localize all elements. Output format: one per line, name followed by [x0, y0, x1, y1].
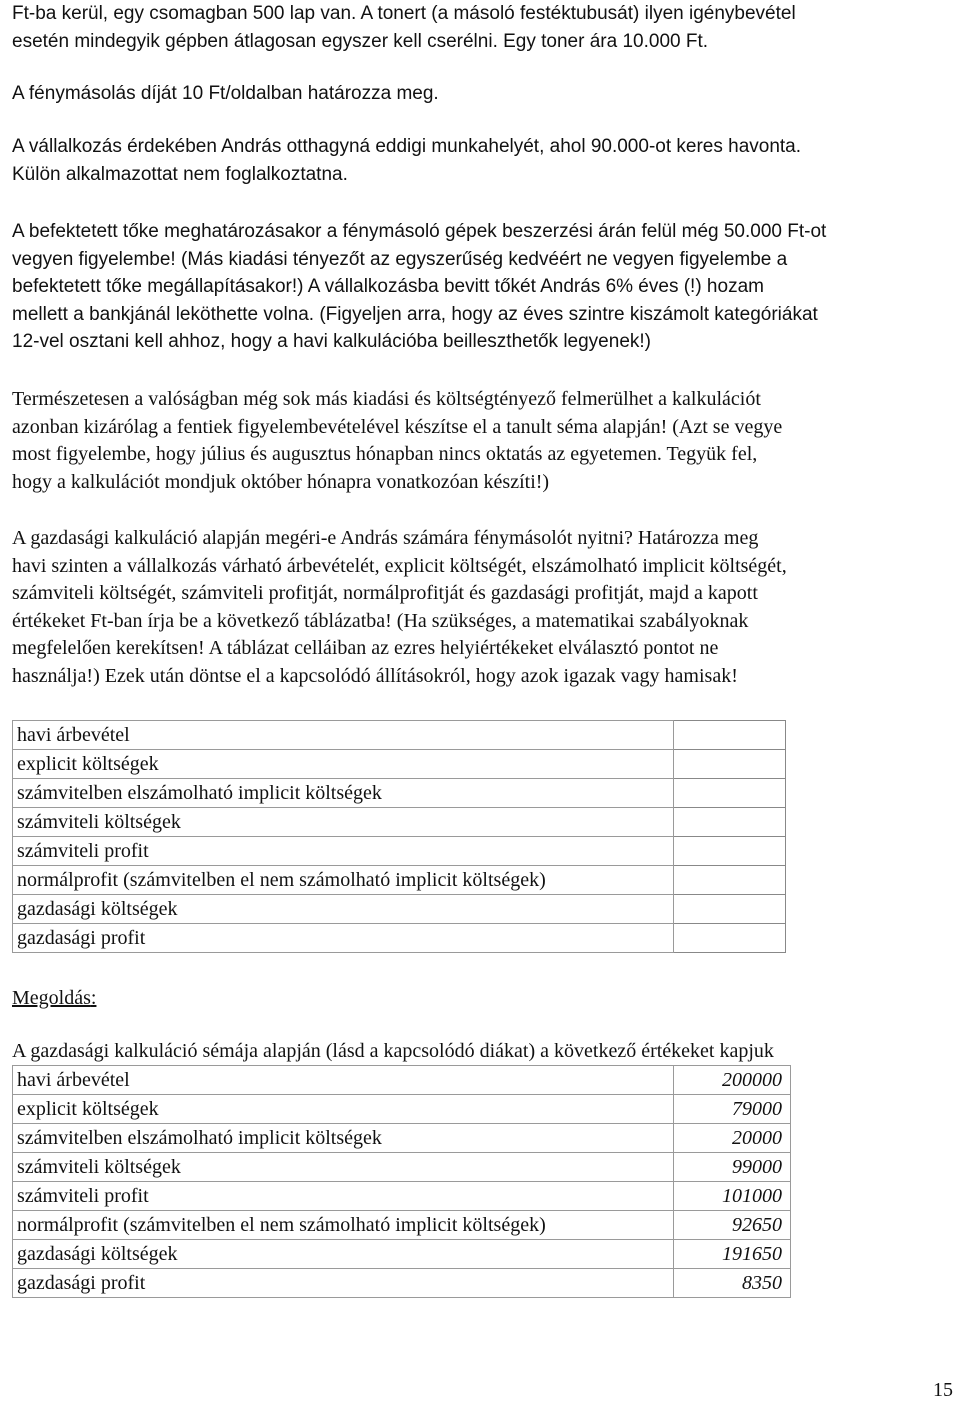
- line: havi szinten a vállalkozás várható árbevételét, explicit költségét, elszámolható implicit költségét,: [12, 554, 787, 577]
- row-value: 191650: [674, 1240, 791, 1269]
- row-label: gazdasági költségek: [13, 1240, 674, 1269]
- table-row: [13, 779, 786, 808]
- line: Ft-ba kerül, egy csomagban 500 lap van. A tonert (a másoló festéktubusát) ilyen igénybevétel: [12, 3, 796, 24]
- line: Külön alkalmazottat nem foglalkoztatna.: [12, 163, 348, 185]
- table-row: [13, 1269, 791, 1298]
- row-label: számvitelben elszámolható implicit költségek: [13, 779, 674, 808]
- row-value: 200000: [674, 1066, 791, 1095]
- table-row: [13, 750, 786, 779]
- paragraph-task: [12, 525, 787, 690]
- solution-heading-colon: :: [90, 987, 97, 1009]
- row-label: explicit költségek: [13, 750, 674, 779]
- line: értékeket Ft-ban írja be a következő táblázatba! (Ha szükséges, a matematikai szabályoknak: [12, 609, 749, 632]
- row-label: számviteli profit: [13, 837, 674, 866]
- line: befektetett tőke megállapításakor!) A vállalkozásba bevitt tőkét András 6% éves (!) hozam: [12, 276, 764, 297]
- paragraph-salary: [12, 133, 801, 188]
- table-row: [13, 895, 786, 924]
- page-number: 15: [933, 1379, 953, 1401]
- row-label: havi árbevétel: [13, 721, 674, 750]
- row-label: explicit költségek: [13, 1095, 674, 1124]
- blank-answer-table: [12, 720, 786, 953]
- row-value: 20000: [674, 1124, 791, 1153]
- table-row: [13, 1240, 791, 1269]
- table-row: [13, 1153, 791, 1182]
- row-label: számviteli profit: [13, 1182, 674, 1211]
- row-label: gazdasági profit: [13, 1269, 674, 1298]
- row-label: normálprofit (számvitelben el nem számolható implicit költségek): [13, 1211, 674, 1240]
- paragraph-toner: [12, 0, 796, 55]
- row-value: 92650: [674, 1211, 791, 1240]
- table-row: [13, 1095, 791, 1124]
- solution-table: [12, 1065, 791, 1298]
- table-row: [13, 1182, 791, 1211]
- row-label: gazdasági profit: [13, 924, 674, 953]
- row-value: 101000: [674, 1182, 791, 1211]
- answer-cell[interactable]: [674, 808, 786, 837]
- row-value: 79000: [674, 1095, 791, 1124]
- answer-cell[interactable]: [674, 779, 786, 808]
- line: használja!) Ezek után döntse el a kapcsolódó állításokról, hogy azok igazak vagy hamisak!: [12, 664, 738, 687]
- line: hogy a kalkulációt mondjuk október hónapra vonatkozóan készíti!): [12, 470, 550, 493]
- line: mellett a bankjánál leköthette volna. (Figyeljen arra, hogy az éves szintre kiszámolt kategóriákat: [12, 303, 818, 325]
- row-label: normálprofit (számvitelben el nem számolható implicit költségek): [13, 866, 674, 895]
- line: esetén mindegyik gépben átlagosan egyszer kell cserélni. Egy toner ára 10.000 Ft.: [12, 30, 709, 52]
- row-value: 8350: [674, 1269, 791, 1298]
- paragraph-price: [12, 80, 439, 108]
- row-label: számviteli költségek: [13, 1153, 674, 1182]
- line: számviteli költségét, számviteli profitját, normálprofitját és gazdasági profitját, majd a kapott: [12, 582, 758, 604]
- line: vegyen figyelembe! (Más kiadási tényezőt az egyszerűség kedvéért ne vegyen figyelembe a: [12, 248, 788, 270]
- table-row: [13, 808, 786, 837]
- table-row: [13, 866, 786, 895]
- line: A vállalkozás érdekében András otthagyná eddigi munkahelyét, ahol 90.000-ot keres havonta.: [12, 136, 802, 157]
- answer-cell[interactable]: [674, 866, 786, 895]
- answer-cell[interactable]: [674, 924, 786, 953]
- row-label: gazdasági költségek: [13, 895, 674, 924]
- line: 12-vel osztani kell ahhoz, hogy a havi kalkulációba beilleszthetők legyenek!): [12, 331, 651, 352]
- paragraph-assumptions: [12, 386, 782, 496]
- line: A befektetett tőke meghatározásakor a fénymásoló gépek beszerzési árán felül még 50.000 Ft-ot: [12, 221, 827, 242]
- line: megfelelően kerekítsen! A táblázat celláiban az ezres helyiértékeket elválasztó pontot ne: [12, 637, 719, 659]
- table-row: [13, 1066, 791, 1095]
- table-row: [13, 924, 786, 953]
- line: azonban kizárólag a fentiek figyelembevételével készítse el a tanult séma alapján! (Azt se vegye: [12, 415, 783, 438]
- row-label: számviteli költségek: [13, 808, 674, 837]
- row-label: havi árbevétel: [13, 1066, 674, 1095]
- solution-intro: A gazdasági kalkuláció sémája alapján (lásd a kapcsolódó diákat) a következő értékeket kapjuk: [12, 1040, 774, 1062]
- row-value: 99000: [674, 1153, 791, 1182]
- line: Természetesen a valóságban még sok más kiadási és költségtényező felmerülhet a kalkulációt: [12, 388, 761, 410]
- solution-heading-text: Megoldás: [12, 987, 91, 1009]
- answer-cell[interactable]: [674, 837, 786, 866]
- table-row: [13, 721, 786, 750]
- answer-cell[interactable]: [674, 721, 786, 750]
- line: most figyelembe, hogy július és augusztus hónapban nincs oktatás az egyetemen. Tegyük fel,: [12, 443, 758, 465]
- paragraph-capital: [12, 218, 826, 356]
- row-label: számvitelben elszámolható implicit költségek: [13, 1124, 674, 1153]
- table-row: [13, 1211, 791, 1240]
- table-row: [13, 1124, 791, 1153]
- line: A gazdasági kalkuláció alapján megéri-e András számára fénymásolót nyitni? Határozza meg: [12, 527, 759, 549]
- table-row: [13, 837, 786, 866]
- line: A fénymásolás díját 10 Ft/oldalban határozza meg.: [12, 83, 439, 104]
- answer-cell[interactable]: [674, 750, 786, 779]
- answer-cell[interactable]: [674, 895, 786, 924]
- solution-heading: [12, 984, 96, 1012]
